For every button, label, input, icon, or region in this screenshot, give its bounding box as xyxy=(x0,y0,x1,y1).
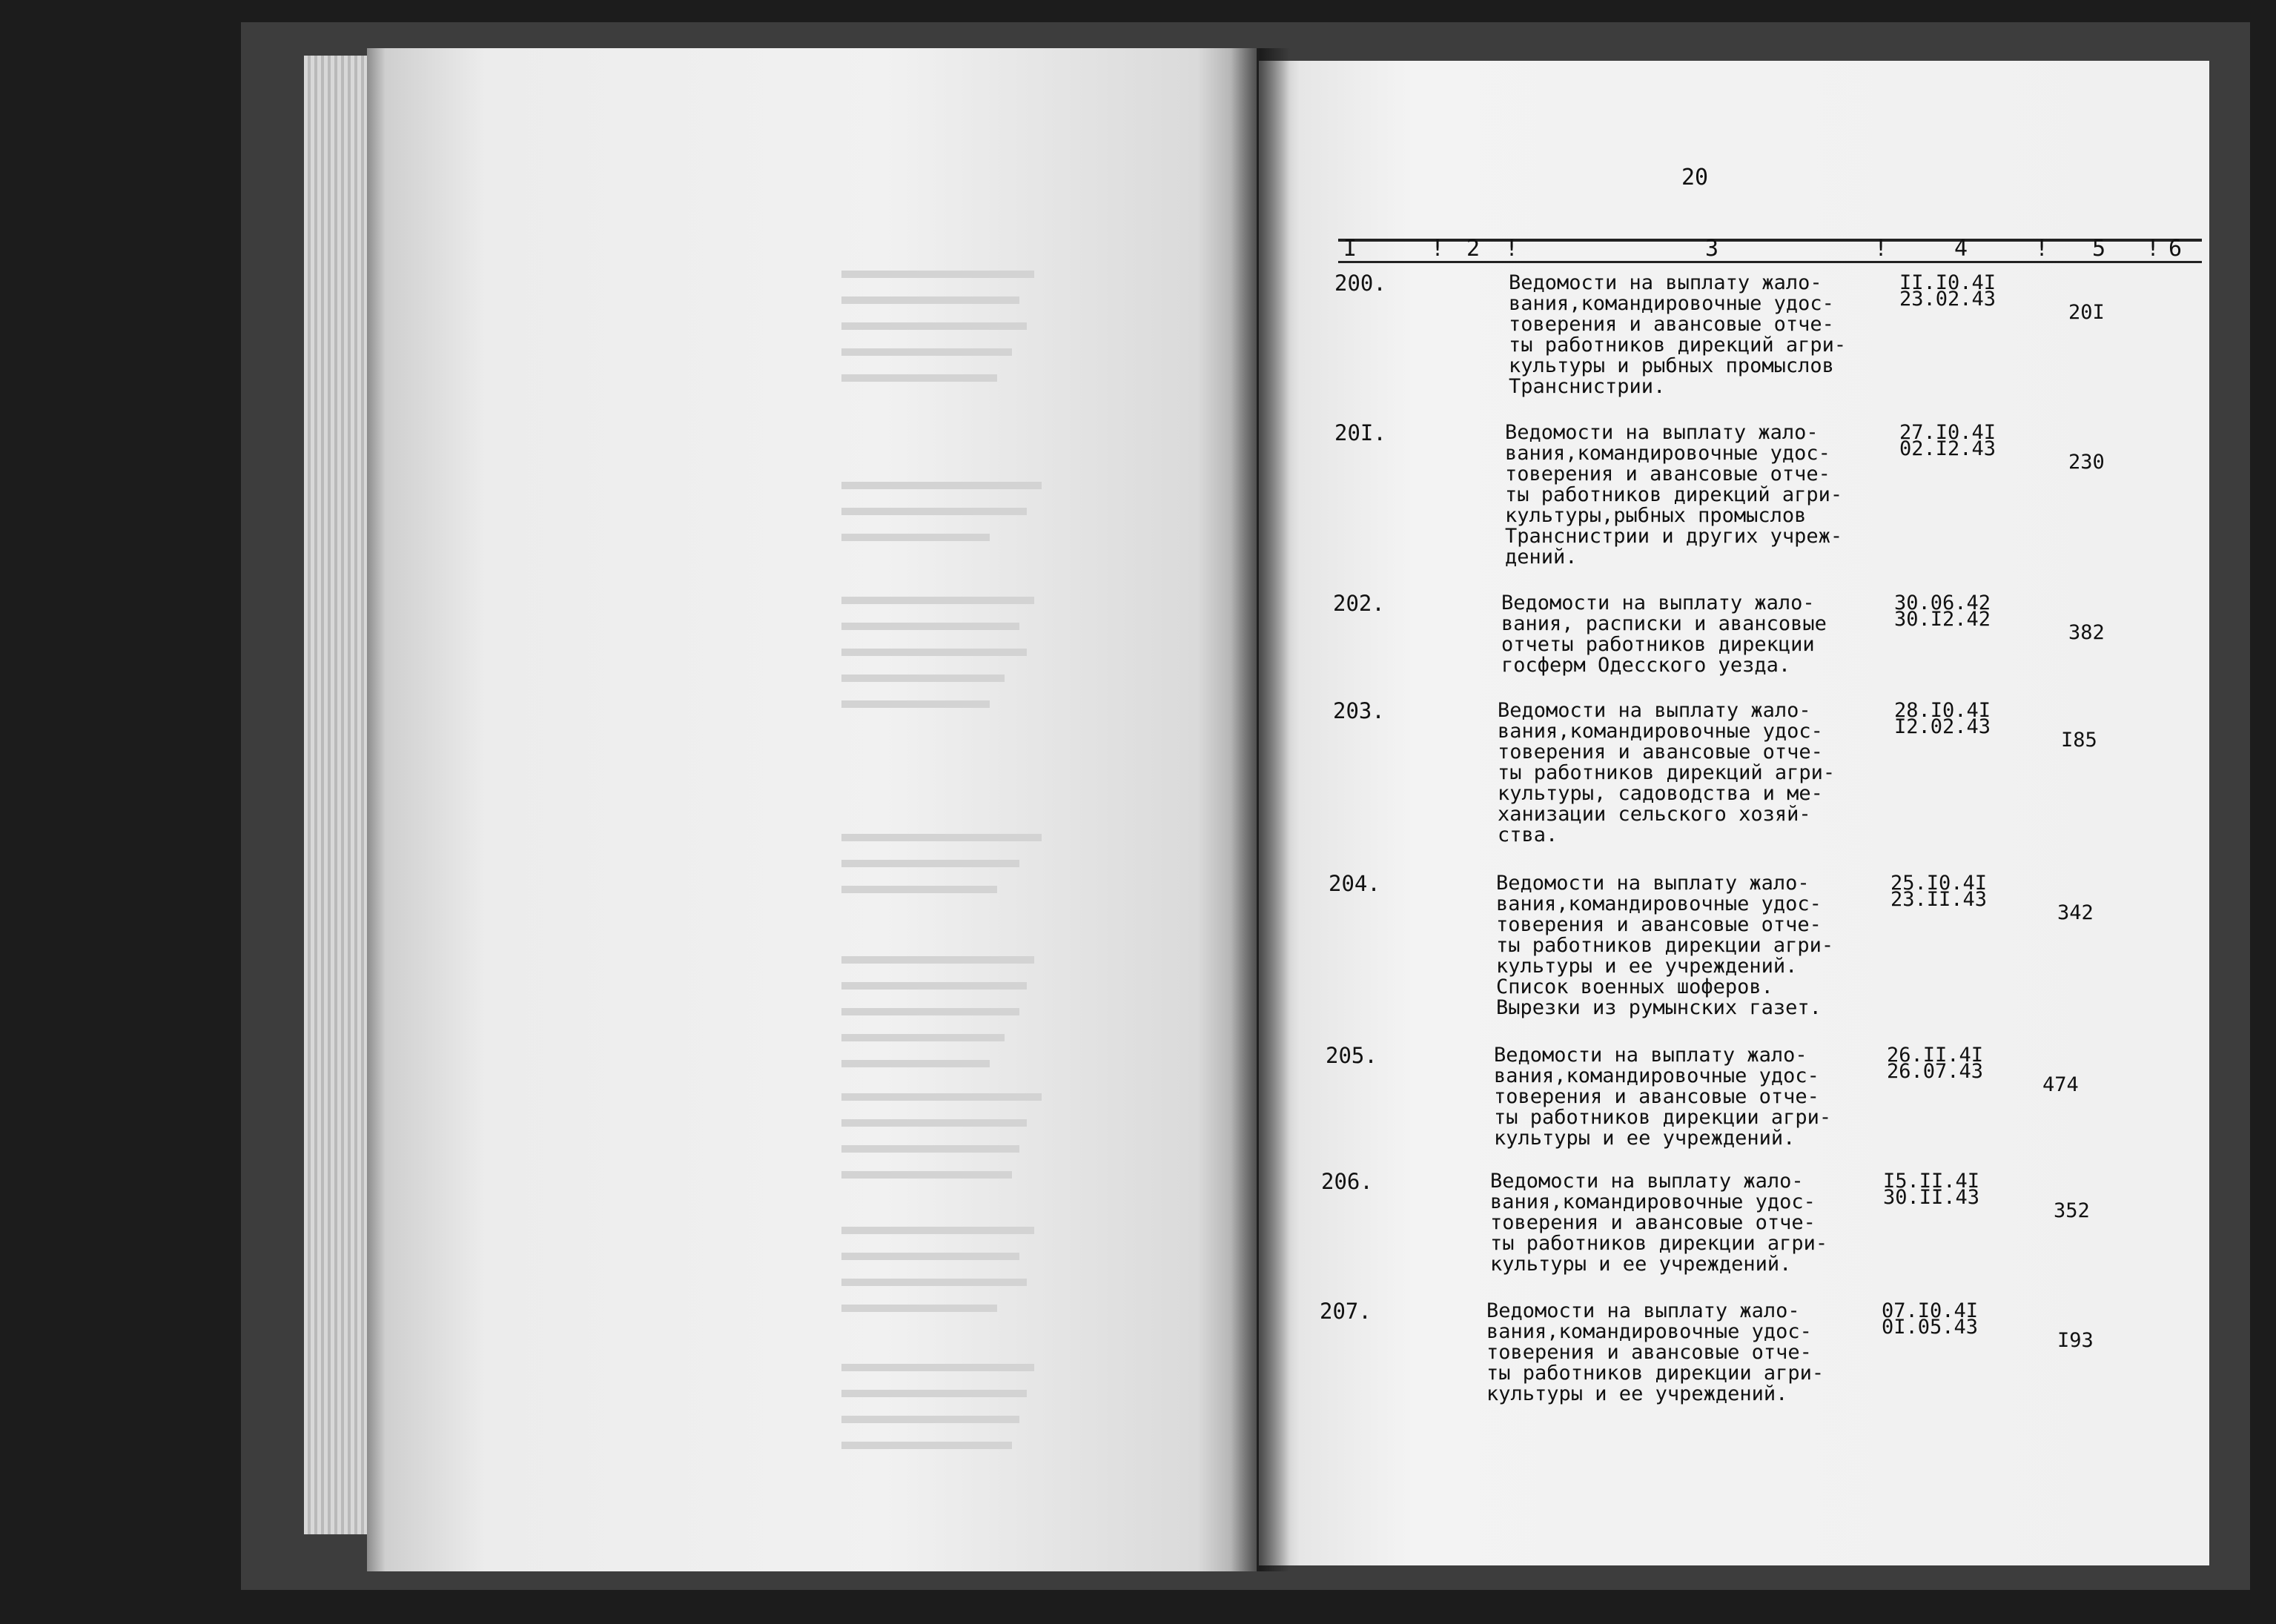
entry-description-line: ты работников дирекций агри- xyxy=(1498,761,1836,784)
book-gutter xyxy=(1231,48,1290,1571)
entry-description-line: Ведомости на выплату жало- xyxy=(1498,699,1811,722)
entry-description-line: товерения и авансовые отче- xyxy=(1490,1211,1816,1234)
entry-description-line: культуры,рыбных промыслов xyxy=(1505,504,1807,527)
entry-description-line: товерения и авансовые отче- xyxy=(1494,1085,1819,1108)
entry-description-line: Список военных шоферов. xyxy=(1496,975,1773,998)
show-through-text xyxy=(367,48,1257,1571)
column-separator: ! xyxy=(2146,236,2160,262)
book-page-edges xyxy=(304,56,374,1534)
entry-description-line: вания,командировочные удос- xyxy=(1505,442,1830,465)
entry-sheet-count: I93 xyxy=(2057,1329,2094,1352)
column-separator: ! xyxy=(1874,236,1888,262)
entry-sheet-count: 342 xyxy=(2057,901,2094,924)
entry-number: 207. xyxy=(1320,1299,1372,1324)
entry-description-line: товерения и авансовые отче- xyxy=(1509,313,1834,336)
entry-description-line: Ведомости на выплату жало- xyxy=(1505,421,1819,444)
entry-description-line: вания,командировочные удос- xyxy=(1509,292,1834,315)
column-header-3: 3 xyxy=(1705,236,1719,262)
entry-description-line: вания,командировочные удос- xyxy=(1494,1064,1819,1087)
entry-sheet-count: 352 xyxy=(2054,1199,2090,1222)
entry-description-line: Ведомости на выплату жало- xyxy=(1486,1299,1800,1322)
entry-description-line: вания,командировочные удос- xyxy=(1496,892,1822,915)
entry-description-line: товерения и авансовые отче- xyxy=(1505,463,1830,485)
entry-sheet-count: 20I xyxy=(2068,301,2105,324)
entry-description-line: ты работников дирекции агри- xyxy=(1486,1362,1825,1385)
entry-description-line: Ведомости на выплату жало- xyxy=(1509,271,1822,294)
entry-description-line: культуры, садоводства и ме- xyxy=(1498,782,1823,805)
column-header-6: 6 xyxy=(2169,236,2183,262)
entry-description-line: ты работников дирекции агри- xyxy=(1496,934,1834,957)
entry-date: 23.02.43 xyxy=(1899,288,1997,311)
entry-description-line: Ведомости на выплату жало- xyxy=(1501,591,1815,614)
entry-description-line: товерения и авансовые отче- xyxy=(1486,1341,1812,1364)
entry-description-line: вания, расписки и авансовые xyxy=(1501,612,1827,635)
entry-number: 20I. xyxy=(1334,420,1386,445)
page-number: 20 xyxy=(1681,165,1709,190)
entry-description-line: Транснистрии и других учреж- xyxy=(1505,525,1843,548)
column-separator: ! xyxy=(1505,236,1519,262)
column-header-1: I xyxy=(1343,236,1357,262)
entry-date: 28.I0.4I xyxy=(1894,699,1991,722)
entry-description-line: ства. xyxy=(1498,823,1558,846)
entry-description-line: вания,командировочные удос- xyxy=(1498,720,1823,743)
entry-description-line: госферм Одесского уезда. xyxy=(1501,654,1791,677)
entry-date: 30.I2.42 xyxy=(1894,608,1991,631)
entry-date: I2.02.43 xyxy=(1894,715,1991,738)
entry-description-line: Транснистрии. xyxy=(1509,375,1666,398)
column-header-2: 2 xyxy=(1466,236,1481,262)
entry-sheet-count: 382 xyxy=(2068,621,2105,644)
entry-description-line: ты работников дирекций агри- xyxy=(1505,483,1843,506)
entry-date: 0I.05.43 xyxy=(1882,1316,1979,1339)
entry-description-line: Вырезки из румынских газет. xyxy=(1496,996,1822,1019)
entry-number: 205. xyxy=(1326,1043,1377,1068)
entry-number: 203. xyxy=(1333,698,1385,723)
column-separator: ! xyxy=(1431,236,1445,262)
entry-description-line: культуры и ее учреждений. xyxy=(1490,1253,1792,1276)
entry-date: 30.II.43 xyxy=(1883,1186,1980,1209)
entry-date: 26.II.4I xyxy=(1887,1044,1984,1067)
entry-number: 200. xyxy=(1334,271,1386,296)
entry-sheet-count: I85 xyxy=(2061,729,2097,752)
entry-description-line: ты работников дирекции агри- xyxy=(1494,1106,1832,1129)
entry-sheet-count: 474 xyxy=(2042,1073,2079,1096)
entry-number: 206. xyxy=(1321,1169,1373,1194)
entry-date: 07.I0.4I xyxy=(1882,1299,1979,1322)
entry-description-line: вания,командировочные удос- xyxy=(1486,1320,1812,1343)
entry-date: 30.06.42 xyxy=(1894,591,1991,614)
column-header-4: 4 xyxy=(1954,236,1968,262)
entry-description-line: дений. xyxy=(1505,546,1578,569)
left-page-blank xyxy=(367,48,1257,1571)
entry-description-line: ты работников дирекции агри- xyxy=(1490,1232,1828,1255)
entry-description-line: Ведомости на выплату жало- xyxy=(1496,872,1810,895)
entry-date: 25.I0.4I xyxy=(1890,872,1988,895)
entry-description-line: ханизации сельского хозяй- xyxy=(1498,803,1811,826)
entry-description-line: Ведомости на выплату жало- xyxy=(1494,1044,1807,1067)
entry-description-line: товерения и авансовые отче- xyxy=(1496,913,1822,936)
entry-date: 02.I2.43 xyxy=(1899,437,1997,460)
entry-description-line: вания,командировочные удос- xyxy=(1490,1190,1816,1213)
column-separator: ! xyxy=(2035,236,2049,262)
entry-number: 204. xyxy=(1329,871,1380,896)
entry-description-line: товерения и авансовые отче- xyxy=(1498,740,1823,763)
entry-description-line: Ведомости на выплату жало- xyxy=(1490,1170,1804,1193)
entry-description-line: отчеты работников дирекции xyxy=(1501,633,1815,656)
entry-date: 27.I0.4I xyxy=(1899,421,1997,444)
entry-number: 202. xyxy=(1333,591,1385,616)
entry-date: 23.II.43 xyxy=(1890,888,1988,911)
entry-date: 26.07.43 xyxy=(1887,1060,1984,1083)
entry-description-line: культуры и рыбных промыслов xyxy=(1509,354,1834,377)
entry-sheet-count: 230 xyxy=(2068,451,2105,474)
entry-description-line: культуры и ее учреждений. xyxy=(1496,955,1798,978)
column-header-5: 5 xyxy=(2092,236,2106,262)
entry-description-line: ты работников дирекций агри- xyxy=(1509,334,1847,357)
entry-description-line: культуры и ее учреждений. xyxy=(1486,1382,1788,1405)
entry-description-line: культуры и ее учреждений. xyxy=(1494,1127,1796,1150)
entry-date: I5.II.4I xyxy=(1883,1170,1980,1193)
entry-date: II.I0.4I xyxy=(1899,271,1997,294)
